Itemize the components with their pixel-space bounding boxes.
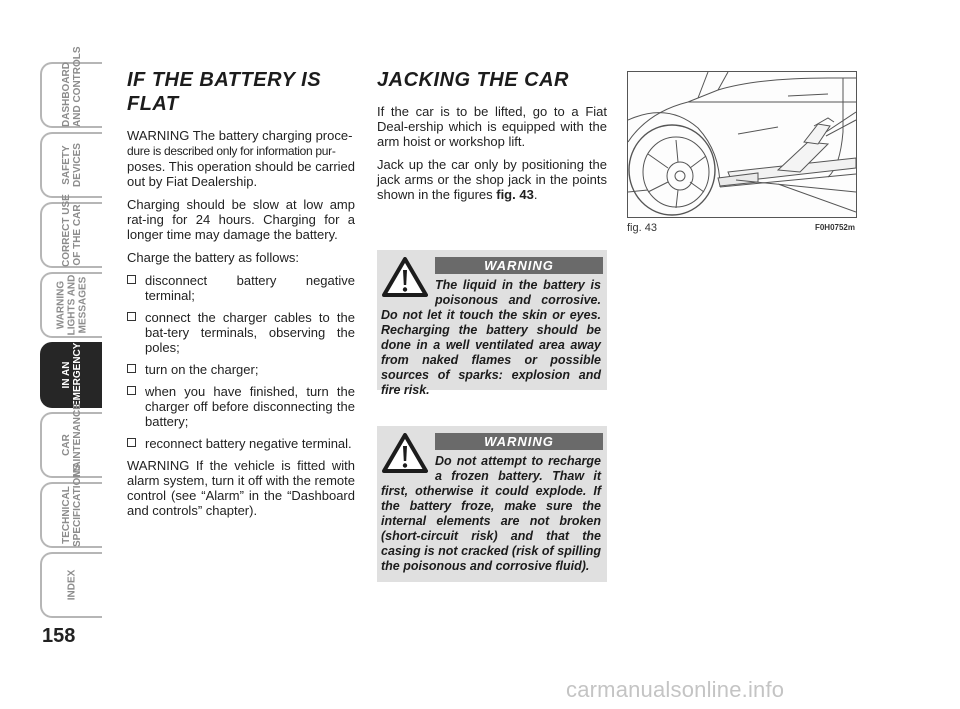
battery-section (127, 68, 355, 526)
battery-alarm-warning: WARNING If the vehicle is fitted with alarm system, turn it off with the remote control (see “Alarm” in the “Dashboard and controls” chapter). (127, 458, 355, 518)
list-item: turn on the charger; (127, 362, 355, 377)
battery-intro: WARNING The battery charging proce- dure is described only for information pur- poses. This operation should be carried out by Fiat Dealership. (127, 128, 355, 189)
tab-dashboard-and-controls[interactable] (40, 46, 102, 128)
tab-label: IN AN EMERGENCY (61, 342, 83, 407)
figure-code: F0H0752m (814, 223, 855, 232)
tab-safety-devices[interactable] (40, 132, 102, 198)
checkbox-bullet-icon (127, 364, 136, 373)
battery-title: IF THE BATTERY IS FLAT (127, 69, 322, 115)
checkbox-bullet-icon (127, 386, 136, 395)
figure-reference: fig. 43 (496, 187, 534, 202)
jacking-section (377, 68, 607, 210)
tab-technical-specifications[interactable] (40, 463, 102, 548)
list-item: reconnect battery negative terminal. (127, 436, 355, 451)
page-number: 158 (42, 625, 76, 647)
car-jacking-illustration (627, 71, 857, 218)
tab-in-an-emergency[interactable] (40, 342, 102, 408)
warning-text: The liquid in the battery is poisonous and corrosive. Do not let it touch the skin or eyes. Recharging the battery should be done in a well ventilated area away from naked flames or possible sources of sparks: explosion and fire risk. (381, 278, 601, 397)
chapter-tabs (40, 46, 104, 622)
tab-label: TECHNICAL SPECIFICATIONS (61, 463, 83, 547)
battery-steps-intro: Charge the battery as follows: (127, 250, 299, 265)
checkbox-bullet-icon (127, 438, 136, 447)
warning-box-frozen-battery (377, 426, 607, 582)
list-item: disconnect battery negative terminal; (127, 273, 355, 303)
battery-steps (127, 273, 355, 451)
tab-label: WARNING LIGHTS AND MESSAGES (55, 274, 89, 336)
warning-text: Do not attempt to recharge a frozen battery. Thaw it first, otherwise it could explode. If the battery froze, make sure the internal elements are not broken (short-circuit risk) and that the casing is not cracked (risk of spilling the poisonous and corrosive fluid). (381, 454, 601, 573)
tab-label: DASHBOARD AND CONTROLS (61, 46, 83, 127)
list-item: connect the charger cables to the bat-tery terminals, observing the poles; (127, 310, 355, 355)
tab-warning-lights[interactable] (40, 272, 102, 338)
jacking-intro: If the car is to be lifted, go to a Fiat Deal-ership which is equipped with the arm hoist or workshop lift. (377, 104, 607, 149)
tab-label: CORRECT USE OF THE CAR (61, 194, 83, 267)
tab-correct-use[interactable] (40, 194, 102, 268)
tab-index[interactable] (40, 552, 102, 618)
figure-caption (627, 222, 857, 236)
figure-number: fig. 43 (627, 222, 657, 234)
tab-label: INDEX (66, 569, 78, 601)
checkbox-bullet-icon (127, 312, 136, 321)
jacking-title: JACKING THE CAR (377, 69, 569, 91)
car-jack-drawing (628, 72, 856, 217)
battery-charging-note: Charging should be slow at low amp rat-ing for 24 hours. Charging for a longer time may damage the battery. (127, 197, 355, 242)
warning-heading: WARNING (435, 257, 603, 274)
checkbox-bullet-icon (127, 275, 136, 284)
warning-box-battery-liquid (377, 250, 607, 397)
tab-label: CAR MAINTENANCE (61, 403, 83, 477)
tab-car-maintenance[interactable] (40, 403, 102, 478)
jacking-instructions: Jack up the car only by positioning the jack arms or the shop jack in the points shown in the figures fig. 43. (377, 157, 607, 202)
tab-label: SAFETY DEVICES (61, 143, 83, 187)
warning-heading: WARNING (435, 433, 603, 450)
watermark: carmanualsonline.info (566, 677, 785, 702)
list-item: when you have finished, turn the charger off before disconnecting the battery; (127, 384, 355, 429)
